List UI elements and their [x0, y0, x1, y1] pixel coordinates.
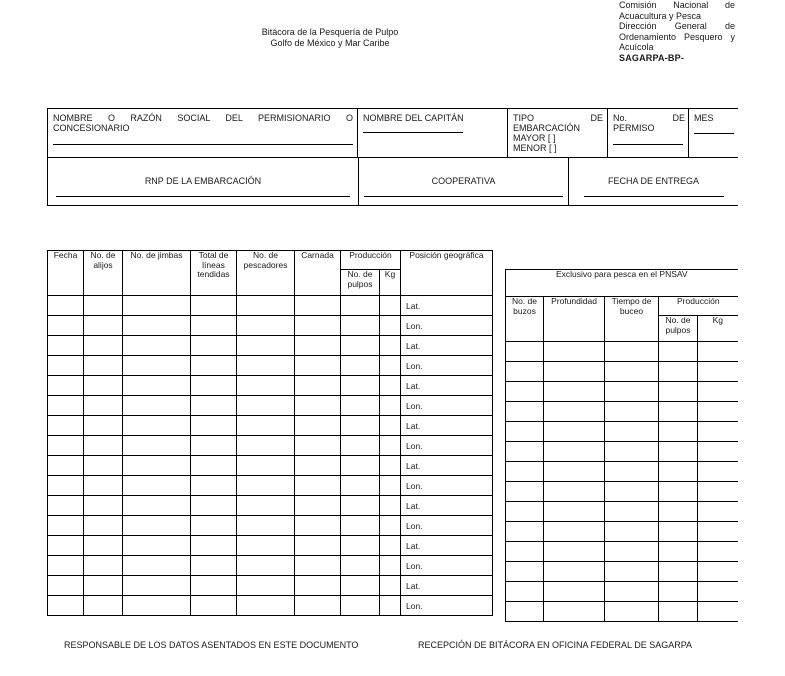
title-line-2: Golfo de México y Mar Caribe	[270, 38, 390, 48]
table-cell[interactable]	[237, 356, 295, 376]
table-cell[interactable]	[698, 362, 738, 382]
col-pnsav-kg: Kg	[698, 316, 738, 342]
table-cell[interactable]	[605, 462, 659, 482]
table-cell[interactable]	[544, 442, 605, 462]
tipo-menor-checkbox[interactable]: MENOR [ ]	[513, 143, 557, 153]
table-cell[interactable]	[84, 556, 123, 576]
table-cell[interactable]	[191, 536, 237, 556]
table-cell[interactable]	[48, 336, 84, 356]
table-cell[interactable]	[605, 382, 659, 402]
tipo-label-text: TIPO DE EMBARCACIÓN	[513, 113, 603, 133]
table-row	[48, 576, 493, 596]
table-cell[interactable]	[506, 402, 544, 422]
table-row	[506, 522, 738, 542]
table-cell[interactable]	[237, 576, 295, 596]
cooperativa-field[interactable]	[359, 158, 569, 205]
org-line: Acuacultura y Pesca	[619, 10, 702, 21]
table-cell[interactable]	[506, 482, 544, 502]
col-produccion: Producción	[341, 251, 401, 270]
organization-block	[619, 0, 735, 63]
longitude-cell[interactable]: Lon.	[401, 316, 493, 336]
longitude-cell[interactable]: Lon.	[401, 396, 493, 416]
table-cell[interactable]	[698, 382, 738, 402]
table-cell[interactable]	[48, 376, 84, 396]
table-cell[interactable]	[123, 516, 191, 536]
table-cell[interactable]	[341, 596, 380, 616]
nombre-field[interactable]	[48, 109, 358, 157]
table-cell[interactable]	[123, 476, 191, 496]
table-cell[interactable]	[295, 516, 341, 536]
table-cell[interactable]	[380, 536, 401, 556]
col-carnada: Carnada	[295, 251, 341, 296]
table-row	[506, 482, 738, 502]
table-cell[interactable]	[48, 316, 84, 336]
table-cell[interactable]	[659, 442, 698, 462]
table-cell[interactable]	[123, 296, 191, 316]
table-cell[interactable]	[341, 376, 380, 396]
table-cell[interactable]	[123, 416, 191, 436]
table-cell[interactable]	[506, 442, 544, 462]
main-log-table	[47, 250, 493, 616]
info-box	[47, 108, 738, 206]
table-cell[interactable]	[605, 562, 659, 582]
table-cell[interactable]	[380, 356, 401, 376]
table-cell[interactable]	[341, 316, 380, 336]
table-cell[interactable]	[48, 436, 84, 456]
longitude-cell[interactable]: Lon.	[401, 356, 493, 376]
org-line: Dirección General de	[619, 21, 735, 31]
org-line: Ordenamiento Pesquero y	[619, 31, 735, 42]
table-cell[interactable]	[698, 462, 738, 482]
latitude-cell[interactable]: Lat.	[401, 416, 493, 436]
table-cell[interactable]	[84, 376, 123, 396]
table-cell[interactable]	[191, 596, 237, 616]
table-cell[interactable]	[341, 416, 380, 436]
table-cell[interactable]	[341, 296, 380, 316]
table-cell[interactable]	[506, 542, 544, 562]
table-row	[48, 416, 493, 436]
table-cell[interactable]	[544, 342, 605, 362]
permiso-field[interactable]	[608, 109, 689, 157]
table-row	[506, 362, 738, 382]
table-cell[interactable]	[191, 436, 237, 456]
table-cell[interactable]	[237, 396, 295, 416]
table-cell[interactable]	[341, 496, 380, 516]
table-cell[interactable]	[123, 316, 191, 336]
org-line: Acuícola	[619, 42, 654, 52]
table-cell[interactable]	[295, 576, 341, 596]
table-cell[interactable]	[380, 556, 401, 576]
table-cell[interactable]	[605, 442, 659, 462]
table-cell[interactable]	[191, 416, 237, 436]
mes-label: MES	[694, 113, 714, 123]
latitude-cell[interactable]: Lat.	[401, 336, 493, 356]
table-cell[interactable]	[295, 316, 341, 336]
table-cell[interactable]	[295, 356, 341, 376]
table-cell[interactable]	[237, 596, 295, 616]
table-cell[interactable]	[659, 382, 698, 402]
table-cell[interactable]	[698, 562, 738, 582]
table-cell[interactable]	[380, 576, 401, 596]
table-cell[interactable]	[237, 436, 295, 456]
table-cell[interactable]	[84, 496, 123, 516]
table-cell[interactable]	[698, 422, 738, 442]
latitude-cell[interactable]: Lat.	[401, 296, 493, 316]
col-pnsav-pulpos: No. de pulpos	[659, 316, 698, 342]
table-cell[interactable]	[237, 316, 295, 336]
latitude-cell[interactable]: Lat.	[401, 376, 493, 396]
org-code: SAGARPA-BP-	[619, 52, 685, 63]
table-cell[interactable]	[84, 476, 123, 496]
table-cell[interactable]	[698, 502, 738, 522]
table-cell[interactable]	[506, 382, 544, 402]
table-cell[interactable]	[191, 336, 237, 356]
tipo-field[interactable]	[508, 109, 608, 157]
table-row	[48, 516, 493, 536]
table-cell[interactable]	[506, 522, 544, 542]
table-cell[interactable]	[698, 542, 738, 562]
table-cell[interactable]	[380, 436, 401, 456]
table-cell[interactable]	[237, 416, 295, 436]
table-cell[interactable]	[380, 396, 401, 416]
table-cell[interactable]	[380, 516, 401, 536]
table-row	[48, 456, 493, 476]
table-cell[interactable]	[237, 296, 295, 316]
table-cell[interactable]	[48, 396, 84, 416]
table-cell[interactable]	[191, 556, 237, 576]
table-cell[interactable]	[380, 456, 401, 476]
table-cell[interactable]	[191, 516, 237, 536]
table-cell[interactable]	[506, 422, 544, 442]
rnp-label: RNP DE LA EMBARCACIÓN	[144, 176, 262, 186]
table-cell[interactable]	[123, 396, 191, 416]
table-row	[48, 436, 493, 456]
table-cell[interactable]	[544, 382, 605, 402]
col-fecha: Fecha	[48, 251, 84, 296]
table-cell[interactable]	[123, 556, 191, 576]
table-row	[506, 382, 738, 402]
table-cell[interactable]	[544, 502, 605, 522]
table-row	[48, 336, 493, 356]
table-cell[interactable]	[48, 416, 84, 436]
table-cell[interactable]	[48, 576, 84, 596]
table-cell[interactable]	[605, 422, 659, 442]
latitude-cell[interactable]: Lat.	[401, 496, 493, 516]
table-cell[interactable]	[380, 316, 401, 336]
table-cell[interactable]	[123, 376, 191, 396]
table-cell[interactable]	[48, 496, 84, 516]
table-cell[interactable]	[191, 456, 237, 476]
col-alijos: No. de alijos	[84, 251, 123, 296]
latitude-cell[interactable]: Lat.	[401, 536, 493, 556]
table-row	[48, 496, 493, 516]
table-row	[48, 596, 493, 616]
table-cell[interactable]	[191, 356, 237, 376]
table-cell[interactable]	[659, 602, 698, 622]
table-cell[interactable]	[605, 602, 659, 622]
document-title	[200, 27, 460, 49]
longitude-cell[interactable]: Lon.	[401, 596, 493, 616]
table-row	[506, 502, 738, 522]
table-cell[interactable]	[191, 496, 237, 516]
table-cell[interactable]	[341, 336, 380, 356]
table-cell[interactable]	[605, 502, 659, 522]
table-cell[interactable]	[341, 516, 380, 536]
table-cell[interactable]	[123, 356, 191, 376]
cooperativa-label: COOPERATIVA	[431, 176, 496, 186]
table-cell[interactable]	[659, 502, 698, 522]
table-cell[interactable]	[659, 422, 698, 442]
header-row	[48, 251, 493, 270]
table-cell[interactable]	[84, 516, 123, 536]
table-cell[interactable]	[123, 536, 191, 556]
table-cell[interactable]	[48, 536, 84, 556]
footer-recepcion: RECEPCIÓN DE BITÁCORA EN OFICINA FEDERAL DE SAGARPA	[418, 640, 693, 650]
footer-responsable: RESPONSABLE DE LOS DATOS ASENTADOS EN ESTE DOCUMENTO	[64, 640, 359, 650]
table-cell[interactable]	[48, 456, 84, 476]
longitude-cell[interactable]: Lon.	[401, 516, 493, 536]
table-cell[interactable]	[544, 522, 605, 542]
title-line-1: Bitácora de la Pesquería de Pulpo	[261, 27, 399, 37]
col-jimbas: No. de jimbas	[123, 251, 191, 296]
table-cell[interactable]	[380, 296, 401, 316]
table-cell[interactable]	[380, 376, 401, 396]
table-cell[interactable]	[380, 416, 401, 436]
table-row	[506, 422, 738, 442]
table-cell[interactable]	[506, 462, 544, 482]
table-row	[506, 462, 738, 482]
table-cell[interactable]	[544, 462, 605, 482]
table-cell[interactable]	[605, 342, 659, 362]
table-cell[interactable]	[84, 336, 123, 356]
col-pnsav-produccion: Producción	[659, 297, 738, 316]
table-cell[interactable]	[84, 296, 123, 316]
table-cell[interactable]	[659, 402, 698, 422]
table-cell[interactable]	[341, 396, 380, 416]
table-cell[interactable]	[48, 516, 84, 536]
longitude-cell[interactable]: Lon.	[401, 476, 493, 496]
table-cell[interactable]	[698, 602, 738, 622]
table-cell[interactable]	[48, 296, 84, 316]
table-cell[interactable]	[698, 342, 738, 362]
table-cell[interactable]	[237, 376, 295, 396]
table-cell[interactable]	[237, 476, 295, 496]
table-cell[interactable]	[191, 296, 237, 316]
table-cell[interactable]	[506, 342, 544, 362]
capitan-label: NOMBRE DEL CAPITÁN	[363, 113, 464, 123]
col-pulpos: No. de pulpos	[341, 270, 380, 296]
table-cell[interactable]	[341, 476, 380, 496]
info-row-1	[48, 109, 738, 158]
table-cell[interactable]	[380, 476, 401, 496]
table-cell[interactable]	[123, 456, 191, 476]
table-cell[interactable]	[506, 362, 544, 382]
table-cell[interactable]	[544, 602, 605, 622]
table-cell[interactable]	[380, 496, 401, 516]
table-cell[interactable]	[341, 556, 380, 576]
table-cell[interactable]	[123, 436, 191, 456]
tipo-label	[513, 113, 603, 153]
org-line: Comisión Nacional de	[619, 0, 735, 10]
table-cell[interactable]	[659, 582, 698, 602]
table-cell[interactable]	[295, 336, 341, 356]
table-cell[interactable]	[341, 356, 380, 376]
rnp-field[interactable]	[48, 158, 359, 205]
nombre-label: NOMBRE O RAZÓN SOCIAL DEL PERMISIONARIO O CONCESIONARIO	[53, 113, 353, 133]
table-cell[interactable]	[659, 482, 698, 502]
table-cell[interactable]	[341, 536, 380, 556]
table-cell[interactable]	[544, 402, 605, 422]
longitude-cell[interactable]: Lon.	[401, 556, 493, 576]
table-cell[interactable]	[544, 422, 605, 442]
pnsav-title: Exclusivo para pesca en el PNSAV	[506, 270, 738, 297]
table-cell[interactable]	[84, 316, 123, 336]
table-cell[interactable]	[48, 556, 84, 576]
table-cell[interactable]	[605, 522, 659, 542]
table-cell[interactable]	[506, 602, 544, 622]
table-cell[interactable]	[48, 476, 84, 496]
table-cell[interactable]	[659, 342, 698, 362]
table-cell[interactable]	[191, 476, 237, 496]
table-cell[interactable]	[295, 436, 341, 456]
table-cell[interactable]	[295, 596, 341, 616]
col-kg: Kg	[380, 270, 401, 296]
table-row	[506, 562, 738, 582]
table-cell[interactable]	[380, 596, 401, 616]
table-cell[interactable]	[698, 442, 738, 462]
latitude-cell[interactable]: Lat.	[401, 576, 493, 596]
table-cell[interactable]	[698, 402, 738, 422]
col-profundidad: Profundidad	[544, 297, 605, 342]
table-row	[506, 602, 738, 622]
table-cell[interactable]	[341, 576, 380, 596]
table-cell[interactable]	[237, 536, 295, 556]
table-cell[interactable]	[659, 462, 698, 482]
fecha-entrega-label: FECHA DE ENTREGA	[607, 176, 699, 186]
table-cell[interactable]	[506, 562, 544, 582]
table-cell[interactable]	[191, 376, 237, 396]
table-cell[interactable]	[295, 476, 341, 496]
mes-field[interactable]	[689, 109, 738, 157]
table-cell[interactable]	[605, 402, 659, 422]
table-row	[48, 316, 493, 336]
table-cell[interactable]	[295, 556, 341, 576]
table-cell[interactable]	[123, 596, 191, 616]
tipo-mayor-checkbox[interactable]: MAYOR [ ]	[513, 133, 556, 143]
table-row	[48, 376, 493, 396]
table-cell[interactable]	[295, 416, 341, 436]
table-cell[interactable]	[659, 562, 698, 582]
col-tiempo: Tiempo de buceo	[605, 297, 659, 342]
table-row	[506, 402, 738, 422]
table-cell[interactable]	[605, 362, 659, 382]
table-cell[interactable]	[237, 336, 295, 356]
col-pescadores: No. de pescadores	[237, 251, 295, 296]
table-cell[interactable]	[84, 396, 123, 416]
table-cell[interactable]	[698, 582, 738, 602]
table-row	[48, 476, 493, 496]
table-cell[interactable]	[380, 336, 401, 356]
table-cell[interactable]	[605, 482, 659, 502]
table-row	[506, 542, 738, 562]
longitude-cell[interactable]: Lon.	[401, 436, 493, 456]
table-cell[interactable]	[84, 576, 123, 596]
info-row-2	[48, 158, 738, 205]
table-cell[interactable]	[295, 396, 341, 416]
table-cell[interactable]	[341, 436, 380, 456]
latitude-cell[interactable]: Lat.	[401, 456, 493, 476]
table-cell[interactable]	[544, 582, 605, 602]
table-cell[interactable]	[295, 376, 341, 396]
pnsav-table	[505, 269, 738, 622]
table-cell[interactable]	[506, 502, 544, 522]
table-cell[interactable]	[191, 316, 237, 336]
table-cell[interactable]	[48, 596, 84, 616]
capitan-field[interactable]	[358, 109, 508, 157]
table-cell[interactable]	[544, 542, 605, 562]
table-cell[interactable]	[698, 482, 738, 502]
permiso-label: No. DE PERMISO	[613, 113, 685, 133]
table-cell[interactable]	[295, 496, 341, 516]
table-cell[interactable]	[659, 542, 698, 562]
table-cell[interactable]	[295, 456, 341, 476]
table-cell[interactable]	[605, 582, 659, 602]
table-cell[interactable]	[191, 576, 237, 596]
table-row	[506, 582, 738, 602]
table-cell[interactable]	[237, 496, 295, 516]
table-cell[interactable]	[237, 556, 295, 576]
table-cell[interactable]	[659, 522, 698, 542]
table-cell[interactable]	[544, 482, 605, 502]
table-row	[506, 442, 738, 462]
table-cell[interactable]	[84, 596, 123, 616]
table-cell[interactable]	[506, 582, 544, 602]
table-cell[interactable]	[123, 576, 191, 596]
table-row	[48, 396, 493, 416]
table-row	[48, 536, 493, 556]
table-row	[48, 356, 493, 376]
table-cell[interactable]	[605, 542, 659, 562]
col-buzos: No. de buzos	[506, 297, 544, 342]
table-cell[interactable]	[544, 562, 605, 582]
table-cell[interactable]	[237, 456, 295, 476]
table-cell[interactable]	[84, 536, 123, 556]
table-row	[48, 296, 493, 316]
table-cell[interactable]	[237, 516, 295, 536]
table-cell[interactable]	[544, 362, 605, 382]
table-row	[506, 342, 738, 362]
table-cell[interactable]	[659, 362, 698, 382]
col-posicion: Posición geográfica	[401, 251, 493, 296]
table-cell[interactable]	[295, 536, 341, 556]
table-cell[interactable]	[698, 522, 738, 542]
table-cell[interactable]	[84, 356, 123, 376]
table-cell[interactable]	[191, 396, 237, 416]
table-cell[interactable]	[295, 296, 341, 316]
table-cell[interactable]	[84, 436, 123, 456]
table-cell[interactable]	[123, 496, 191, 516]
table-row	[48, 556, 493, 576]
table-cell[interactable]	[48, 356, 84, 376]
table-cell[interactable]	[84, 416, 123, 436]
table-cell[interactable]	[123, 336, 191, 356]
table-cell[interactable]	[341, 456, 380, 476]
table-cell[interactable]	[84, 456, 123, 476]
col-lineas: Total de líneas tendidas	[191, 251, 237, 296]
fecha-entrega-field[interactable]	[569, 158, 738, 205]
